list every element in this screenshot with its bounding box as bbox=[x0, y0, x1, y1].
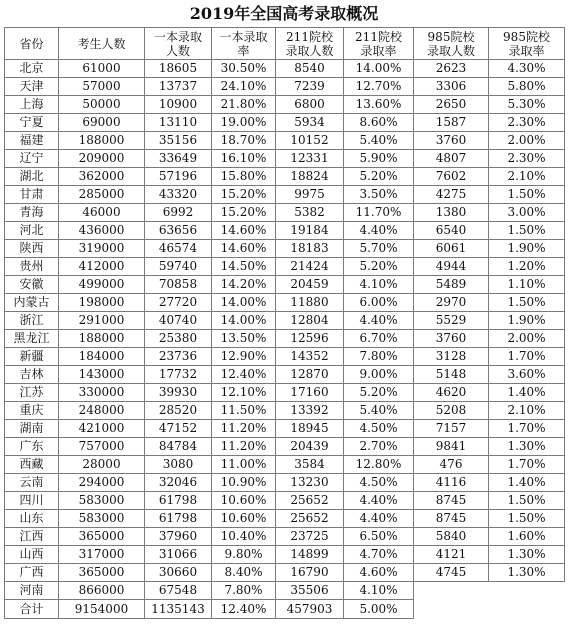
value-cell: 9975 bbox=[276, 186, 344, 204]
value-cell: 1135143 bbox=[145, 600, 212, 619]
value-cell: 7.80% bbox=[212, 582, 276, 600]
province-cell: 山西 bbox=[5, 546, 59, 564]
value-cell: 11.50% bbox=[212, 402, 276, 420]
total-row bbox=[5, 600, 565, 619]
value-cell: 10.40% bbox=[212, 528, 276, 546]
value-cell: 11880 bbox=[276, 294, 344, 312]
value-cell: 14352 bbox=[276, 348, 344, 366]
table-row bbox=[5, 402, 565, 420]
province-cell: 江苏 bbox=[5, 384, 59, 402]
table-row bbox=[5, 474, 565, 492]
table-row bbox=[5, 492, 565, 510]
value-cell: 57196 bbox=[145, 168, 212, 186]
value-cell: 7157 bbox=[414, 420, 489, 438]
value-cell: 31066 bbox=[145, 546, 212, 564]
table-row bbox=[5, 78, 565, 96]
province-cell: 江西 bbox=[5, 528, 59, 546]
province-cell: 四川 bbox=[5, 492, 59, 510]
value-cell: 2.00% bbox=[489, 330, 565, 348]
value-cell: 13.50% bbox=[212, 330, 276, 348]
column-header: 211院校 录取人数 bbox=[276, 28, 344, 60]
value-cell: 7239 bbox=[276, 78, 344, 96]
table-row bbox=[5, 276, 565, 294]
value-cell: 209000 bbox=[59, 150, 145, 168]
table-body bbox=[5, 60, 565, 619]
value-cell: 365000 bbox=[59, 528, 145, 546]
value-cell: 28520 bbox=[145, 402, 212, 420]
table-row bbox=[5, 528, 565, 546]
value-cell: 2623 bbox=[414, 60, 489, 78]
value-cell: 11.20% bbox=[212, 438, 276, 456]
value-cell bbox=[489, 582, 565, 600]
value-cell: 4.10% bbox=[344, 276, 414, 294]
value-cell: 2.10% bbox=[489, 402, 565, 420]
value-cell: 9.00% bbox=[344, 366, 414, 384]
province-cell: 云南 bbox=[5, 474, 59, 492]
value-cell: 757000 bbox=[59, 438, 145, 456]
value-cell: 421000 bbox=[59, 420, 145, 438]
value-cell: 59740 bbox=[145, 258, 212, 276]
province-cell: 新疆 bbox=[5, 348, 59, 366]
table-row bbox=[5, 168, 565, 186]
value-cell: 3584 bbox=[276, 456, 344, 474]
value-cell: 10.60% bbox=[212, 510, 276, 528]
province-cell: 内蒙古 bbox=[5, 294, 59, 312]
value-cell: 15.80% bbox=[212, 168, 276, 186]
value-cell: 5.70% bbox=[344, 240, 414, 258]
value-cell: 6.70% bbox=[344, 330, 414, 348]
value-cell: 10152 bbox=[276, 132, 344, 150]
value-cell: 184000 bbox=[59, 348, 145, 366]
table-row bbox=[5, 258, 565, 276]
value-cell: 1.50% bbox=[489, 222, 565, 240]
value-cell: 12.80% bbox=[344, 456, 414, 474]
value-cell: 18.70% bbox=[212, 132, 276, 150]
value-cell: 188000 bbox=[59, 330, 145, 348]
value-cell: 8.40% bbox=[212, 564, 276, 582]
value-cell: 8745 bbox=[414, 492, 489, 510]
value-cell: 14.20% bbox=[212, 276, 276, 294]
province-cell: 湖南 bbox=[5, 420, 59, 438]
table-row bbox=[5, 204, 565, 222]
value-cell: 4.40% bbox=[344, 222, 414, 240]
value-cell: 37960 bbox=[145, 528, 212, 546]
province-cell: 青海 bbox=[5, 204, 59, 222]
value-cell: 1.30% bbox=[489, 438, 565, 456]
table-row bbox=[5, 456, 565, 474]
value-cell: 10900 bbox=[145, 96, 212, 114]
value-cell: 27720 bbox=[145, 294, 212, 312]
value-cell: 5.20% bbox=[344, 258, 414, 276]
value-cell: 12870 bbox=[276, 366, 344, 384]
value-cell: 4121 bbox=[414, 546, 489, 564]
value-cell: 12.40% bbox=[212, 600, 276, 619]
province-cell: 陕西 bbox=[5, 240, 59, 258]
value-cell: 188000 bbox=[59, 132, 145, 150]
value-cell: 198000 bbox=[59, 294, 145, 312]
column-header: 985院校 录取率 bbox=[489, 28, 565, 60]
value-cell: 291000 bbox=[59, 312, 145, 330]
value-cell: 1.70% bbox=[489, 420, 565, 438]
value-cell: 46000 bbox=[59, 204, 145, 222]
value-cell: 1.30% bbox=[489, 564, 565, 582]
value-cell: 4807 bbox=[414, 150, 489, 168]
table-row bbox=[5, 510, 565, 528]
value-cell: 6.00% bbox=[344, 294, 414, 312]
value-cell: 12.40% bbox=[212, 366, 276, 384]
table-row bbox=[5, 366, 565, 384]
value-cell: 6800 bbox=[276, 96, 344, 114]
value-cell: 1.40% bbox=[489, 384, 565, 402]
value-cell: 3080 bbox=[145, 456, 212, 474]
province-cell: 河北 bbox=[5, 222, 59, 240]
province-cell: 湖北 bbox=[5, 168, 59, 186]
value-cell: 11.70% bbox=[344, 204, 414, 222]
value-cell bbox=[414, 582, 489, 600]
value-cell: 46574 bbox=[145, 240, 212, 258]
value-cell: 2970 bbox=[414, 294, 489, 312]
value-cell: 1.20% bbox=[489, 258, 565, 276]
value-cell: 6061 bbox=[414, 240, 489, 258]
value-cell: 2.30% bbox=[489, 150, 565, 168]
value-cell: 6992 bbox=[145, 204, 212, 222]
value-cell: 15.20% bbox=[212, 204, 276, 222]
province-cell: 甘肃 bbox=[5, 186, 59, 204]
value-cell: 457903 bbox=[276, 600, 344, 619]
admission-table bbox=[4, 27, 565, 619]
value-cell: 30660 bbox=[145, 564, 212, 582]
province-cell: 重庆 bbox=[5, 402, 59, 420]
value-cell: 16.10% bbox=[212, 150, 276, 168]
value-cell: 4116 bbox=[414, 474, 489, 492]
value-cell: 12.10% bbox=[212, 384, 276, 402]
value-cell: 7602 bbox=[414, 168, 489, 186]
value-cell bbox=[489, 600, 565, 619]
value-cell: 61798 bbox=[145, 510, 212, 528]
value-cell: 5.20% bbox=[344, 384, 414, 402]
value-cell: 30.50% bbox=[212, 60, 276, 78]
value-cell: 25652 bbox=[276, 510, 344, 528]
table-row bbox=[5, 348, 565, 366]
table-row bbox=[5, 330, 565, 348]
table-row bbox=[5, 114, 565, 132]
value-cell: 19184 bbox=[276, 222, 344, 240]
table-row bbox=[5, 546, 565, 564]
value-cell: 4.60% bbox=[344, 564, 414, 582]
value-cell: 18945 bbox=[276, 420, 344, 438]
province-cell: 吉林 bbox=[5, 366, 59, 384]
value-cell: 12331 bbox=[276, 150, 344, 168]
province-cell: 安徽 bbox=[5, 276, 59, 294]
value-cell: 866000 bbox=[59, 582, 145, 600]
value-cell: 365000 bbox=[59, 564, 145, 582]
value-cell: 294000 bbox=[59, 474, 145, 492]
value-cell: 583000 bbox=[59, 492, 145, 510]
value-cell: 9154000 bbox=[59, 600, 145, 619]
table-row bbox=[5, 96, 565, 114]
value-cell: 70858 bbox=[145, 276, 212, 294]
value-cell: 23736 bbox=[145, 348, 212, 366]
value-cell: 317000 bbox=[59, 546, 145, 564]
value-cell: 21424 bbox=[276, 258, 344, 276]
value-cell: 40740 bbox=[145, 312, 212, 330]
table-row bbox=[5, 186, 565, 204]
value-cell: 2.30% bbox=[489, 114, 565, 132]
value-cell: 5.90% bbox=[344, 150, 414, 168]
value-cell: 4745 bbox=[414, 564, 489, 582]
value-cell: 4.40% bbox=[344, 510, 414, 528]
province-cell: 福建 bbox=[5, 132, 59, 150]
value-cell: 57000 bbox=[59, 78, 145, 96]
value-cell: 1.50% bbox=[489, 510, 565, 528]
value-cell: 2.10% bbox=[489, 168, 565, 186]
value-cell: 13230 bbox=[276, 474, 344, 492]
value-cell: 5.80% bbox=[489, 78, 565, 96]
province-cell: 贵州 bbox=[5, 258, 59, 276]
province-cell: 广东 bbox=[5, 438, 59, 456]
value-cell: 583000 bbox=[59, 510, 145, 528]
value-cell: 12.70% bbox=[344, 78, 414, 96]
value-cell: 14.00% bbox=[344, 60, 414, 78]
value-cell: 4.10% bbox=[344, 582, 414, 600]
value-cell: 4.40% bbox=[344, 492, 414, 510]
value-cell: 476 bbox=[414, 456, 489, 474]
table-row bbox=[5, 420, 565, 438]
value-cell: 47152 bbox=[145, 420, 212, 438]
value-cell: 12.90% bbox=[212, 348, 276, 366]
table-row bbox=[5, 582, 565, 600]
value-cell: 69000 bbox=[59, 114, 145, 132]
value-cell: 9841 bbox=[414, 438, 489, 456]
value-cell: 8.60% bbox=[344, 114, 414, 132]
value-cell: 16790 bbox=[276, 564, 344, 582]
value-cell: 5148 bbox=[414, 366, 489, 384]
value-cell: 20459 bbox=[276, 276, 344, 294]
value-cell: 13737 bbox=[145, 78, 212, 96]
value-cell: 23725 bbox=[276, 528, 344, 546]
value-cell: 11.00% bbox=[212, 456, 276, 474]
table-header bbox=[5, 28, 565, 60]
value-cell: 14.60% bbox=[212, 222, 276, 240]
value-cell: 1.90% bbox=[489, 312, 565, 330]
header-row bbox=[5, 28, 565, 60]
value-cell: 3.60% bbox=[489, 366, 565, 384]
value-cell: 18824 bbox=[276, 168, 344, 186]
value-cell: 14.60% bbox=[212, 240, 276, 258]
value-cell: 1.50% bbox=[489, 186, 565, 204]
table-row bbox=[5, 312, 565, 330]
province-cell: 合计 bbox=[5, 600, 59, 619]
value-cell: 18605 bbox=[145, 60, 212, 78]
province-cell: 上海 bbox=[5, 96, 59, 114]
province-cell: 河南 bbox=[5, 582, 59, 600]
column-header: 211院校 录取率 bbox=[344, 28, 414, 60]
value-cell bbox=[414, 600, 489, 619]
value-cell: 15.20% bbox=[212, 186, 276, 204]
table-row bbox=[5, 384, 565, 402]
value-cell: 39930 bbox=[145, 384, 212, 402]
value-cell: 4275 bbox=[414, 186, 489, 204]
value-cell: 362000 bbox=[59, 168, 145, 186]
value-cell: 5934 bbox=[276, 114, 344, 132]
value-cell: 2650 bbox=[414, 96, 489, 114]
value-cell: 1.50% bbox=[489, 492, 565, 510]
value-cell: 5.40% bbox=[344, 132, 414, 150]
value-cell: 14.00% bbox=[212, 312, 276, 330]
province-cell: 辽宁 bbox=[5, 150, 59, 168]
value-cell: 5.40% bbox=[344, 402, 414, 420]
column-header: 一本录取 率 bbox=[212, 28, 276, 60]
value-cell: 17160 bbox=[276, 384, 344, 402]
value-cell: 4.40% bbox=[344, 312, 414, 330]
value-cell: 1.10% bbox=[489, 276, 565, 294]
value-cell: 2.70% bbox=[344, 438, 414, 456]
value-cell: 5208 bbox=[414, 402, 489, 420]
table-row bbox=[5, 240, 565, 258]
value-cell: 9.80% bbox=[212, 546, 276, 564]
value-cell: 8745 bbox=[414, 510, 489, 528]
value-cell: 1.40% bbox=[489, 474, 565, 492]
value-cell: 14.50% bbox=[212, 258, 276, 276]
province-cell: 浙江 bbox=[5, 312, 59, 330]
value-cell: 13392 bbox=[276, 402, 344, 420]
value-cell: 1.90% bbox=[489, 240, 565, 258]
value-cell: 3.00% bbox=[489, 204, 565, 222]
value-cell: 33649 bbox=[145, 150, 212, 168]
value-cell: 24.10% bbox=[212, 78, 276, 96]
value-cell: 1.60% bbox=[489, 528, 565, 546]
value-cell: 50000 bbox=[59, 96, 145, 114]
value-cell: 319000 bbox=[59, 240, 145, 258]
value-cell: 1.30% bbox=[489, 546, 565, 564]
column-header: 考生人数 bbox=[59, 28, 145, 60]
province-cell: 宁夏 bbox=[5, 114, 59, 132]
value-cell: 436000 bbox=[59, 222, 145, 240]
province-cell: 西藏 bbox=[5, 456, 59, 474]
value-cell: 6.50% bbox=[344, 528, 414, 546]
value-cell: 4.30% bbox=[489, 60, 565, 78]
value-cell: 143000 bbox=[59, 366, 145, 384]
value-cell: 1.50% bbox=[489, 294, 565, 312]
value-cell: 1.70% bbox=[489, 456, 565, 474]
value-cell: 3760 bbox=[414, 132, 489, 150]
value-cell: 61798 bbox=[145, 492, 212, 510]
table-row bbox=[5, 564, 565, 582]
value-cell: 4.50% bbox=[344, 474, 414, 492]
value-cell: 12804 bbox=[276, 312, 344, 330]
value-cell: 3760 bbox=[414, 330, 489, 348]
value-cell: 4.70% bbox=[344, 546, 414, 564]
table-row bbox=[5, 132, 565, 150]
value-cell: 17732 bbox=[145, 366, 212, 384]
column-header: 省份 bbox=[5, 28, 59, 60]
value-cell: 43320 bbox=[145, 186, 212, 204]
value-cell: 84784 bbox=[145, 438, 212, 456]
value-cell: 248000 bbox=[59, 402, 145, 420]
value-cell: 1587 bbox=[414, 114, 489, 132]
table-row bbox=[5, 60, 565, 78]
value-cell: 28000 bbox=[59, 456, 145, 474]
value-cell: 330000 bbox=[59, 384, 145, 402]
value-cell: 20439 bbox=[276, 438, 344, 456]
province-cell: 广西 bbox=[5, 564, 59, 582]
value-cell: 25380 bbox=[145, 330, 212, 348]
value-cell: 1.70% bbox=[489, 348, 565, 366]
value-cell: 10.60% bbox=[212, 492, 276, 510]
value-cell: 13110 bbox=[145, 114, 212, 132]
value-cell: 3.50% bbox=[344, 186, 414, 204]
value-cell: 1380 bbox=[414, 204, 489, 222]
value-cell: 14899 bbox=[276, 546, 344, 564]
value-cell: 13.60% bbox=[344, 96, 414, 114]
value-cell: 61000 bbox=[59, 60, 145, 78]
value-cell: 63656 bbox=[145, 222, 212, 240]
value-cell: 5382 bbox=[276, 204, 344, 222]
table-title: 2019年全国高考录取概况 bbox=[189, 4, 379, 23]
table-row bbox=[5, 222, 565, 240]
value-cell: 14.00% bbox=[212, 294, 276, 312]
value-cell: 412000 bbox=[59, 258, 145, 276]
value-cell: 5840 bbox=[414, 528, 489, 546]
value-cell: 6540 bbox=[414, 222, 489, 240]
value-cell: 67548 bbox=[145, 582, 212, 600]
value-cell: 32046 bbox=[145, 474, 212, 492]
value-cell: 8540 bbox=[276, 60, 344, 78]
value-cell: 5.20% bbox=[344, 168, 414, 186]
value-cell: 499000 bbox=[59, 276, 145, 294]
value-cell: 3306 bbox=[414, 78, 489, 96]
province-cell: 天津 bbox=[5, 78, 59, 96]
value-cell: 18183 bbox=[276, 240, 344, 258]
value-cell: 5.00% bbox=[344, 600, 414, 619]
value-cell: 25652 bbox=[276, 492, 344, 510]
column-header: 985院校 录取人数 bbox=[414, 28, 489, 60]
province-cell: 北京 bbox=[5, 60, 59, 78]
value-cell: 12596 bbox=[276, 330, 344, 348]
value-cell: 4944 bbox=[414, 258, 489, 276]
value-cell: 10.90% bbox=[212, 474, 276, 492]
value-cell: 5489 bbox=[414, 276, 489, 294]
value-cell: 4620 bbox=[414, 384, 489, 402]
value-cell: 3128 bbox=[414, 348, 489, 366]
value-cell: 11.20% bbox=[212, 420, 276, 438]
value-cell: 35156 bbox=[145, 132, 212, 150]
province-cell: 山东 bbox=[5, 510, 59, 528]
value-cell: 35506 bbox=[276, 582, 344, 600]
value-cell: 2.00% bbox=[489, 132, 565, 150]
value-cell: 4.50% bbox=[344, 420, 414, 438]
province-cell: 黑龙江 bbox=[5, 330, 59, 348]
value-cell: 21.80% bbox=[212, 96, 276, 114]
column-header: 一本录取 人数 bbox=[145, 28, 212, 60]
table-row bbox=[5, 438, 565, 456]
value-cell: 7.80% bbox=[344, 348, 414, 366]
table-row bbox=[5, 150, 565, 168]
value-cell: 5529 bbox=[414, 312, 489, 330]
value-cell: 19.00% bbox=[212, 114, 276, 132]
value-cell: 5.30% bbox=[489, 96, 565, 114]
value-cell: 285000 bbox=[59, 186, 145, 204]
table-row bbox=[5, 294, 565, 312]
